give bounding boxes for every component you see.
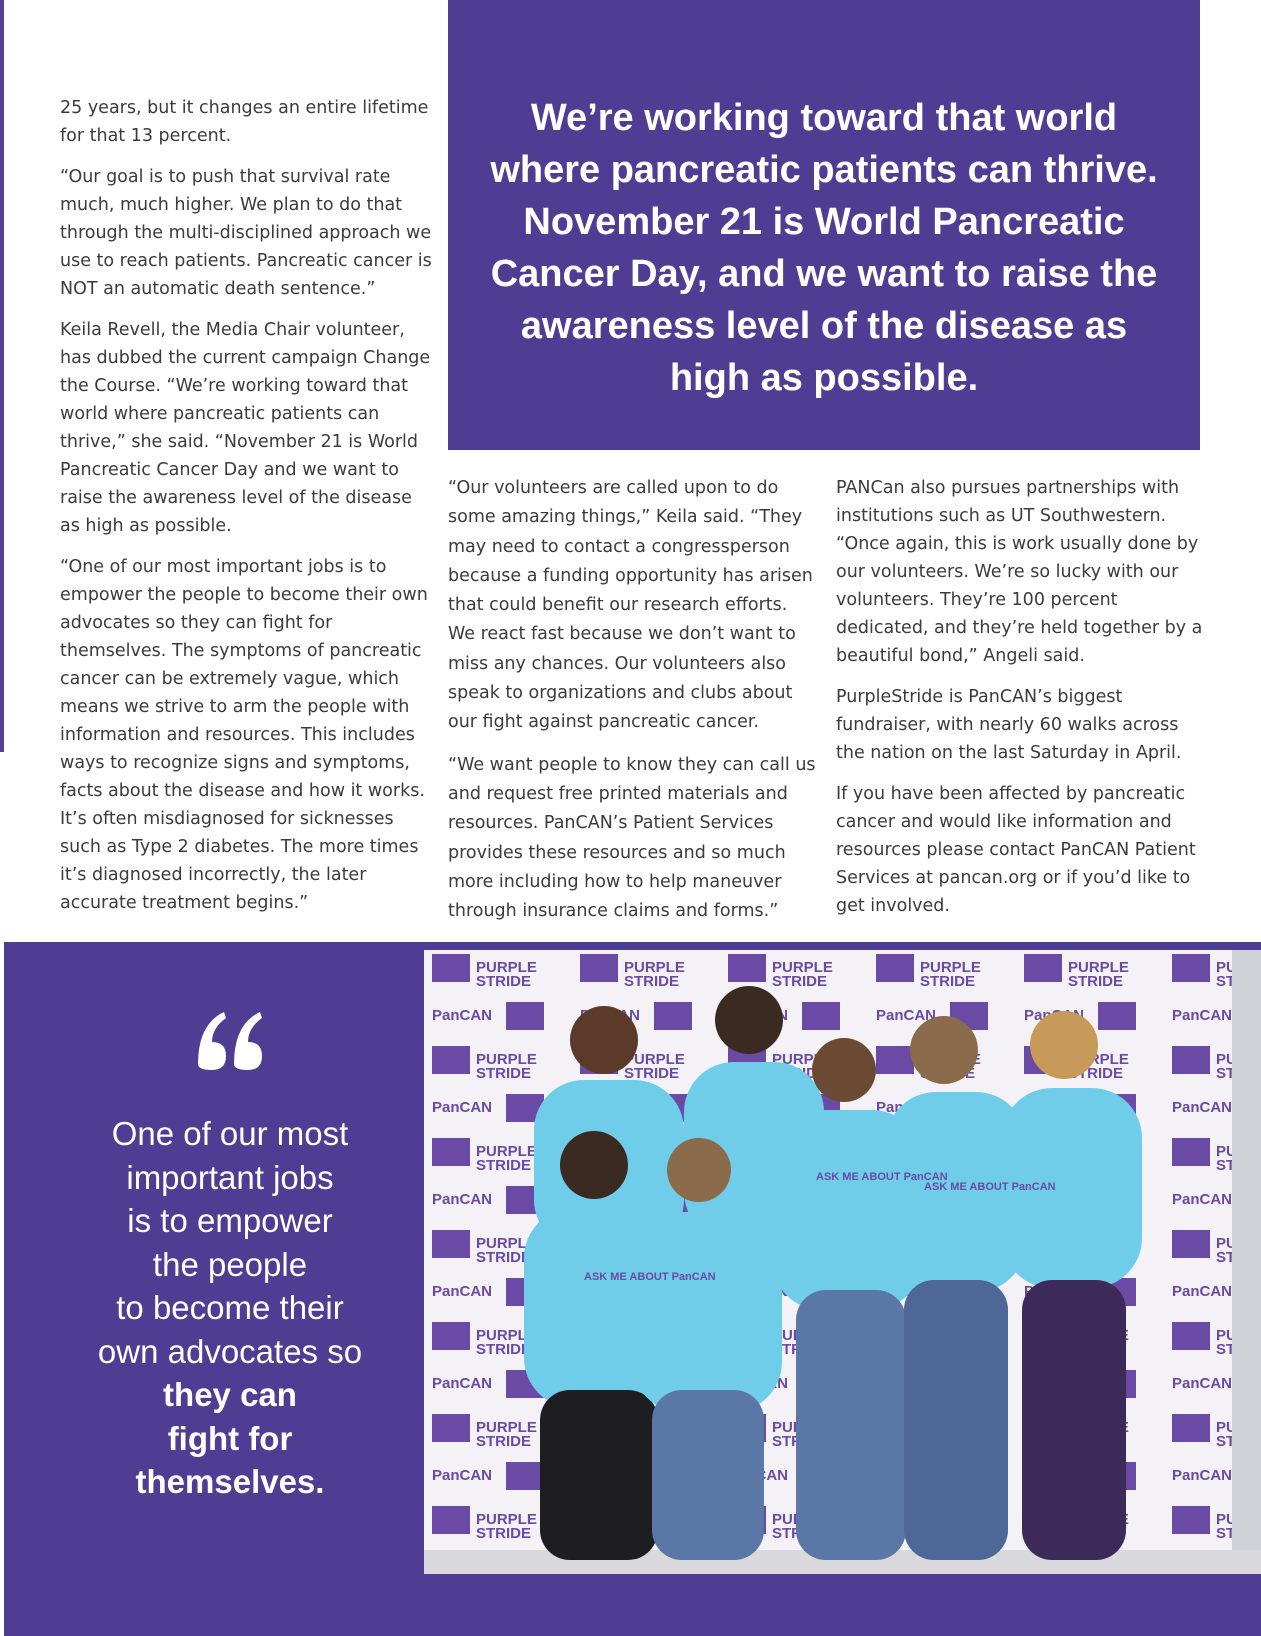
band-quote-bold-line: fight for: [167, 1419, 293, 1457]
band-quote-line: One of our most: [111, 1115, 349, 1152]
paragraph: “Our volunteers are called upon to do some amazing things,” Keila said. “They may need to contact a congressperson because a funding opportunity has arisen that could benefit our research efforts. We react fast because we don’t want to miss any chances. Our volunteers also speak to organizations and clubs about our fight against pancreatic cancer.: [448, 478, 813, 733]
pullquote-box: [448, 0, 1200, 450]
shirt-print: ASK ME ABOUT PanCAN: [816, 1171, 948, 1183]
paragraph: If you have been affected by pancreatic cancer and would like information and resources please contact PanCAN Patient Services at pancan.org or if you’d like to get involved.: [836, 784, 1196, 916]
left-column: [60, 94, 432, 930]
shirt-print: ASK ME ABOUT PanCAN: [924, 1181, 1056, 1193]
band-quote-line: own advocates so: [97, 1332, 363, 1370]
band-quote-line: to become their: [116, 1289, 344, 1326]
paragraph: PANCan also pursues partnerships with institutions such as UT Southwestern. “Once again, this is work usually done by our volunteers. We’re so lucky with our volunteers. They’re 100 percent dedicated, and they’re held together by a beautiful bond,” Angeli said.: [836, 478, 1203, 666]
volunteer-group-photo: [424, 950, 1261, 1574]
page-edge-rule: [0, 0, 4, 752]
middle-column: [448, 474, 816, 939]
paragraph: “One of our most important jobs is to empower the people to become their own advocates so they can fight for themselves. The symptoms of pancreatic cancer can be extremely vague, which means we strive to arm the people with information and resources. This includes ways to recognize signs and symptoms, facts about the disease and how it works. It’s often misdiagnosed for sicknesses such as Type 2 diabetes. The more times it’s diagnosed incorrectly, the later accurate treatment begins.”: [60, 557, 428, 913]
pullquote-text: We’re working toward that world where pancreatic patients can thrive. November 21 is World Pancreatic Cancer Day, and we want to raise the awareness level of the disease as high as possible.: [490, 97, 1158, 399]
shirt-print: ASK ME ABOUT PanCAN: [584, 1271, 716, 1283]
right-column: [836, 474, 1208, 933]
paragraph: PurpleStride is PanCAN’s biggest fundraiser, with nearly 60 walks across the nation on the last Saturday in April.: [836, 687, 1182, 763]
band-quote-line: important jobs: [126, 1158, 334, 1196]
paragraph: Keila Revell, the Media Chair volunteer, has dubbed the current campaign Change the Course. “We’re working toward that world where pancreatic patients can thrive,” she said. “November 21 is World Pancreatic Cancer Day and we want to raise the awareness level of the disease as high as possible.: [60, 320, 431, 536]
band-quote: [60, 1112, 400, 1504]
band-quote-line: is to empower: [127, 1202, 333, 1239]
paragraph: 25 years, but it changes an entire lifetime for that 13 percent.: [60, 98, 429, 146]
paragraph: “We want people to know they can call us and request free printed materials and resources. PanCAN’s Patient Services provides these resources and so much more including how to help maneuver through insurance claims and forms.”: [448, 754, 816, 922]
band-quote-line: the people: [152, 1245, 308, 1283]
quote-mark-icon: [190, 1002, 270, 1092]
band-quote-bold-line: themselves.: [135, 1463, 325, 1500]
band-quote-bold-line: they can: [163, 1376, 297, 1413]
paragraph: “Our goal is to push that survival rate much, much higher. We plan to do that through the multi-disciplined approach we use to reach patients. Pancreatic cancer is NOT an automatic death sentence.”: [60, 167, 432, 299]
